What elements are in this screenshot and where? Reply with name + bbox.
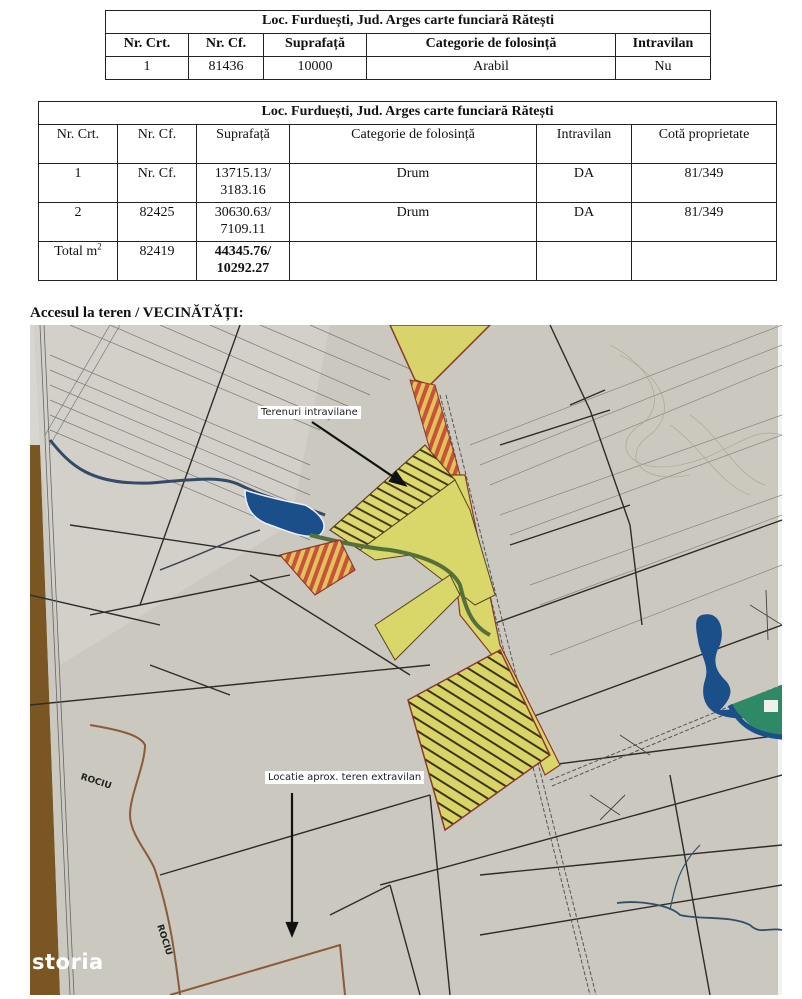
cell-intravilan: DA: [537, 203, 632, 242]
table-header-row: [106, 34, 711, 57]
table-title: Loc. Furduești, Jud. Arges carte funciară Rătești: [106, 11, 711, 34]
cell-nr-cf: 82419: [118, 242, 197, 281]
cell-nr-cf: 81436: [189, 57, 264, 80]
col-suprafata: Suprafață: [197, 125, 290, 164]
col-categorie: Categorie de folosință: [367, 34, 616, 57]
col-nr-cf: Nr. Cf.: [118, 125, 197, 164]
col-categorie: Categorie de folosință: [290, 125, 537, 164]
suprafata-line1: 13715.13/: [214, 166, 272, 181]
road-label-rociu-2: ROCIU: [154, 923, 174, 957]
table-row: [39, 164, 777, 203]
suprafata-line2: 10292.27: [216, 261, 270, 276]
cell-nr-cf: 82425: [118, 203, 197, 242]
col-nr-crt: Nr. Crt.: [106, 34, 189, 57]
table-row: [39, 203, 777, 242]
land-registry-table-arabil: [105, 10, 711, 80]
suprafata-line2: 7109.11: [220, 222, 266, 237]
cell-nr-crt: 1: [39, 164, 118, 203]
cell-categorie: Drum: [290, 203, 537, 242]
cell-total-label: [39, 242, 118, 281]
cell-suprafata: [197, 164, 290, 203]
map-drawing: [30, 325, 782, 995]
suprafata-line2: 3183.16: [220, 183, 266, 198]
cell-suprafata: [197, 203, 290, 242]
total-label-superscript: 2: [97, 241, 102, 252]
cadastral-map-photo: [30, 325, 782, 995]
table-title: Loc. Furduești, Jud. Arges carte funciară Rătești: [39, 102, 777, 125]
table-header-row: [39, 125, 777, 164]
col-nr-cf: Nr. Cf.: [189, 34, 264, 57]
col-nr-crt: Nr. Crt.: [39, 125, 118, 164]
cell-intravilan: Nu: [616, 57, 711, 80]
cell-nr-cf: Nr. Cf.: [118, 164, 197, 203]
col-intravilan: Intravilan: [537, 125, 632, 164]
suprafata-line1: 44345.76/: [214, 244, 272, 259]
cell-suprafata-total: [197, 242, 290, 281]
cell-cota: 81/349: [632, 164, 777, 203]
cell-suprafata: 10000: [264, 57, 367, 80]
cell-categorie: Arabil: [367, 57, 616, 80]
land-registry-table-drum: [38, 101, 777, 281]
cell-cota: 81/349: [632, 203, 777, 242]
col-intravilan: Intravilan: [616, 34, 711, 57]
col-cota-proprietate: Cotă proprietate: [632, 125, 777, 164]
road-label-rociu-1: ROCIU: [79, 772, 113, 792]
access-section-heading: Accesul la teren / VECINĂTĂȚI:: [30, 305, 244, 321]
cell-nr-crt: 2: [39, 203, 118, 242]
cell-cota: [632, 242, 777, 281]
cell-nr-crt: 1: [106, 57, 189, 80]
storia-watermark-logo: storia: [32, 950, 104, 974]
cell-intravilan: [537, 242, 632, 281]
total-label-text: Total m: [54, 244, 98, 259]
callout-locatie-extravilan: Locatie aprox. teren extravilan: [265, 771, 424, 784]
table-row: [106, 57, 711, 80]
cell-categorie: Drum: [290, 164, 537, 203]
table-total-row: [39, 242, 777, 281]
cell-categorie: [290, 242, 537, 281]
cell-intravilan: DA: [537, 164, 632, 203]
suprafata-line1: 30630.63/: [214, 205, 272, 220]
callout-terenuri-intravilane: Terenuri intravilane: [258, 406, 361, 419]
col-suprafata: Suprafață: [264, 34, 367, 57]
